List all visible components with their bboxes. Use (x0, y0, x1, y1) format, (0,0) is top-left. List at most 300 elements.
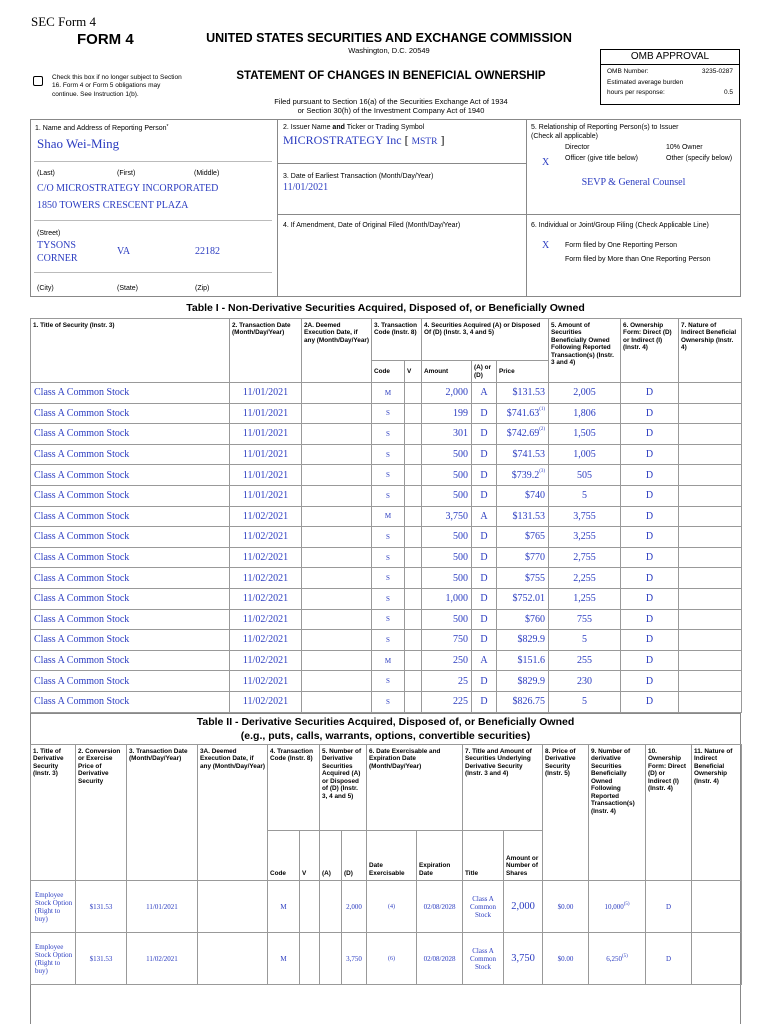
v-flag (405, 547, 422, 568)
t2-col-title: 1. Title of Derivative Security (Instr. 3) (31, 745, 76, 881)
price-value: $760 (525, 613, 546, 625)
disposed-amount: 3,750 (342, 933, 367, 985)
owned-value: 10,000 (604, 902, 624, 911)
nature-ownership (679, 671, 742, 692)
price-value: $151.6 (517, 655, 546, 667)
transaction-code: M (372, 650, 405, 671)
acquired-disposed: D (472, 588, 497, 609)
acquired-disposed: A (472, 650, 497, 671)
price-footnote: (3) (539, 468, 546, 474)
security-title: Class A Common Stock (31, 465, 230, 486)
amount-owned: 230 (549, 671, 621, 692)
ownership-form: D (621, 444, 679, 465)
nature-ownership (679, 506, 742, 527)
transaction-date: 11/01/2021 (230, 444, 302, 465)
nature-ownership (679, 547, 742, 568)
address-line-2: 1850 TOWERS CRESCENT PLAZA (37, 200, 189, 211)
security-title: Class A Common Stock (31, 568, 230, 589)
ten-percent-owner-label: 10% Owner (666, 144, 703, 151)
price-value: $741.53 (512, 449, 546, 461)
acquired-disposed: D (472, 403, 497, 424)
v-flag (405, 609, 422, 630)
t1-sub-v: V (405, 361, 422, 383)
ownership-form: D (621, 650, 679, 671)
nature-ownership (679, 609, 742, 630)
address-zip: 22182 (195, 246, 220, 257)
v-flag (405, 630, 422, 651)
table-row (31, 630, 742, 651)
deemed-date (302, 527, 372, 548)
nature-ownership (679, 465, 742, 486)
ownership-form: D (621, 630, 679, 651)
nature-ownership (692, 933, 742, 985)
amount-owned: 1,005 (549, 444, 621, 465)
acquired-disposed: A (472, 506, 497, 527)
transaction-date: 11/01/2021 (230, 403, 302, 424)
ticker-symbol: MSTR (411, 137, 438, 147)
security-title: Class A Common Stock (31, 650, 230, 671)
transaction-date: 11/02/2021 (230, 547, 302, 568)
transaction-code: S (372, 424, 405, 445)
ownership-form: D (621, 527, 679, 548)
amount: 2,000 (422, 383, 472, 404)
price (497, 444, 549, 465)
transaction-date: 11/02/2021 (230, 568, 302, 589)
transaction-date: 11/01/2021 (230, 485, 302, 506)
price-value: $826.75 (512, 696, 546, 708)
other-label: Other (specify below) (666, 155, 733, 162)
t2-sub-code: Code (268, 831, 300, 881)
t1-col-form: 6. Ownership Form: Direct (D) or Indirect (I) (Instr. 4) (621, 319, 679, 383)
price-footnote: (2) (539, 427, 546, 433)
security-title: Class A Common Stock (31, 527, 230, 548)
ownership-form: D (621, 588, 679, 609)
amount: 750 (422, 630, 472, 651)
t1-col-date: 2. Transaction Date (Month/Day/Year) (230, 319, 302, 383)
underlying-amount: 3,750 (504, 933, 543, 985)
acquired-disposed: D (472, 609, 497, 630)
expiration-date: 02/08/2028 (417, 933, 463, 985)
security-title: Class A Common Stock (31, 506, 230, 527)
box2-label: 2. Issuer Name and Ticker or Trading Symbol (283, 124, 425, 131)
deemed-date (302, 465, 372, 486)
transaction-date: 11/02/2021 (230, 527, 302, 548)
deemed-date (302, 506, 372, 527)
transaction-code: S (372, 485, 405, 506)
ownership-form: D (621, 506, 679, 527)
t2-sub-expiration: Expiration Date (417, 831, 463, 881)
amount: 1,000 (422, 588, 472, 609)
deemed-date (302, 630, 372, 651)
price-value: $742.69 (506, 428, 540, 440)
transaction-date: 11/02/2021 (230, 691, 302, 712)
derivative-price: $0.00 (543, 933, 589, 985)
price-value: $739.2 (511, 469, 540, 481)
no-longer-subject-checkbox[interactable] (33, 76, 43, 86)
derivative-table (30, 744, 742, 985)
date-exercisable: (4) (367, 881, 417, 933)
security-title: Class A Common Stock (31, 588, 230, 609)
amount-owned: 3,255 (549, 527, 621, 548)
v-flag (405, 424, 422, 445)
nature-ownership (679, 424, 742, 445)
t2-col-price: 8. Price of Derivative Security (Instr. 5) (543, 745, 589, 881)
amount-owned: 1,806 (549, 403, 621, 424)
last-label: (Last) (37, 170, 55, 177)
box4-label: 4. If Amendment, Date of Original Filed (Month/Day/Year) (283, 222, 461, 229)
table-row (31, 933, 742, 985)
nature-ownership (692, 881, 742, 933)
commission-city: Washington, D.C. 20549 (348, 46, 430, 55)
earliest-transaction-date: 11/01/2021 (283, 182, 329, 193)
t2-col-deemed: 3A. Deemed Execution Date, if any (Month/Day/Year) (198, 745, 268, 881)
table-row (31, 881, 742, 933)
price-value: $752.01 (512, 593, 546, 605)
expiration-date: 02/08/2028 (417, 881, 463, 933)
transaction-date: 11/02/2021 (230, 609, 302, 630)
acquired-disposed: D (472, 465, 497, 486)
amount-owned: 2,255 (549, 568, 621, 589)
amount: 500 (422, 568, 472, 589)
acquired-disposed: D (472, 424, 497, 445)
nature-ownership (679, 383, 742, 404)
price (497, 485, 549, 506)
filed-pursuant (190, 97, 592, 116)
one-person-check[interactable]: X (542, 240, 550, 251)
table-row (31, 527, 742, 548)
transaction-code: S (372, 691, 405, 712)
nature-ownership (679, 485, 742, 506)
deemed-date (302, 691, 372, 712)
v-flag (405, 444, 422, 465)
deemed-date (302, 671, 372, 692)
transaction-date: 11/02/2021 (127, 933, 198, 985)
omb-approval-box (600, 49, 740, 105)
security-title: Class A Common Stock (31, 403, 230, 424)
security-title: Class A Common Stock (31, 547, 230, 568)
t2-col-conversion: 2. Conversion or Exercise Price of Derivative Security (76, 745, 127, 881)
amount-owned (589, 881, 646, 933)
commission-title: UNITED STATES SECURITIES AND EXCHANGE COMMISSION (206, 31, 572, 45)
conversion-price: $131.53 (76, 933, 127, 985)
price (497, 424, 549, 445)
table-row (31, 650, 742, 671)
amount-owned: 1,255 (549, 588, 621, 609)
price-value: $131.53 (512, 387, 546, 399)
amount: 500 (422, 527, 472, 548)
table2-title-line2: (e.g., puts, calls, warrants, options, convertible securities) (240, 729, 531, 742)
price (497, 403, 549, 424)
ownership-form: D (621, 691, 679, 712)
price (497, 630, 549, 651)
amount-owned: 5 (549, 630, 621, 651)
derivative-title: Employee Stock Option (Right to buy) (31, 933, 76, 985)
ownership-form: D (646, 933, 692, 985)
price (497, 588, 549, 609)
box3-label: 3. Date of Earliest Transaction (Month/Day/Year) (283, 173, 434, 180)
t2-sub-date-exercisable: Date Exercisable (367, 831, 417, 881)
price-value: $829.9 (517, 675, 546, 687)
transaction-date: 11/02/2021 (230, 650, 302, 671)
ownership-form: D (621, 485, 679, 506)
nature-ownership (679, 630, 742, 651)
box6-label: 6. Individual or Joint/Group Filing (Check Applicable Line) (531, 222, 709, 229)
v-flag (405, 527, 422, 548)
deemed-date (302, 568, 372, 589)
security-title: Class A Common Stock (31, 609, 230, 630)
table-row (31, 383, 742, 404)
filed-line-2: or Section 30(h) of the Investment Company Act of 1940 (297, 106, 485, 116)
omb-number-label: OMB Number: (607, 68, 649, 75)
amount-owned: 3,755 (549, 506, 621, 527)
price (497, 506, 549, 527)
acquired-disposed: D (472, 630, 497, 651)
transaction-code: S (372, 444, 405, 465)
transaction-date: 11/01/2021 (230, 465, 302, 486)
amount: 301 (422, 424, 472, 445)
deemed-date (302, 588, 372, 609)
underlying-title: Class A Common Stock (463, 881, 504, 933)
acquired-disposed: D (472, 671, 497, 692)
omb-hours: 0.5 (723, 89, 733, 97)
amount-owned: 2,005 (549, 383, 621, 404)
nature-ownership (679, 527, 742, 548)
issuer-name: MICROSTRATEGY Inc [ MSTR ] (283, 133, 445, 147)
amount: 3,750 (422, 506, 472, 527)
amount-owned: 255 (549, 650, 621, 671)
form-title: FORM 4 (77, 31, 134, 48)
v-flag (405, 588, 422, 609)
amount: 500 (422, 444, 472, 465)
amount-owned: 505 (549, 465, 621, 486)
ownership-form: D (621, 424, 679, 445)
sec-form-label: SEC Form 4 (31, 14, 97, 29)
transaction-code: M (372, 506, 405, 527)
price-value: $765 (525, 531, 546, 543)
acquired-disposed: D (472, 691, 497, 712)
deemed-date (302, 650, 372, 671)
amount: 250 (422, 650, 472, 671)
transaction-date: 11/02/2021 (230, 630, 302, 651)
amount: 225 (422, 691, 472, 712)
ownership-form: D (621, 403, 679, 424)
deemed-date (302, 609, 372, 630)
t1-col-code: 3. Transaction Code (Instr. 8) (372, 319, 422, 361)
deemed-date (198, 933, 268, 985)
acquired-disposed: D (472, 547, 497, 568)
ownership-form: D (621, 568, 679, 589)
t1-sub-price: Price (497, 361, 549, 383)
owned-footnote: (5) (621, 953, 628, 959)
transaction-date: 11/02/2021 (230, 671, 302, 692)
omb-hours-label: hours per response: (607, 89, 665, 97)
table-row (31, 506, 742, 527)
price-value: $770 (525, 552, 546, 564)
transaction-code: S (372, 527, 405, 548)
price (497, 568, 549, 589)
amount: 500 (422, 547, 472, 568)
nature-ownership (679, 403, 742, 424)
omb-number: 3235-0287 (701, 68, 733, 75)
middle-label: (Middle) (194, 170, 220, 177)
amount-owned: 755 (549, 609, 621, 630)
price-value: $131.53 (512, 510, 546, 522)
table-row (31, 588, 742, 609)
t1-sub-ad: (A) or (D) (472, 361, 497, 383)
v-flag (405, 671, 422, 692)
transaction-code: S (372, 465, 405, 486)
acquired-disposed: D (472, 527, 497, 548)
box1-label: 1. Name and Address of Reporting Person* (35, 124, 169, 132)
filed-line-1: Filed pursuant to Section 16(a) of the Securities Exchange Act of 1934 (274, 97, 508, 106)
v-flag (405, 568, 422, 589)
transaction-code: S (372, 588, 405, 609)
table1-title: Table I - Non-Derivative Securities Acquired, Disposed of, or Beneficially Owned (186, 302, 585, 314)
address-state: VA (117, 246, 131, 257)
deemed-date (302, 403, 372, 424)
t2-sub-v: V (300, 831, 320, 881)
t2-col-exercisable: 6. Date Exercisable and Expiration Date (Month/Day/Year) (367, 745, 463, 831)
state-label: (State) (117, 285, 139, 292)
statement-title: STATEMENT OF CHANGES IN BENEFICIAL OWNERSHIP (236, 70, 546, 82)
table-row (31, 444, 742, 465)
t1-col-nature: 7. Nature of Indirect Beneficial Ownership (Instr. 4) (679, 319, 742, 383)
underlying-title: Class A Common Stock (463, 933, 504, 985)
price (497, 609, 549, 630)
transaction-code: M (372, 383, 405, 404)
acquired-amount (320, 933, 342, 985)
address-line-1: C/O MICROSTRATEGY INCORPORATED (37, 183, 219, 194)
zip-label: (Zip) (195, 285, 210, 292)
acquired-amount (320, 881, 342, 933)
t2-sub-d: (D) (342, 831, 367, 881)
price-footnote: (1) (539, 406, 546, 412)
table-row (31, 424, 742, 445)
price-value: $755 (525, 572, 546, 584)
v-flag (405, 506, 422, 527)
ownership-form: D (621, 547, 679, 568)
t1-col-owned: 5. Amount of Securities Beneficially Owned Following Reported Transaction(s) (Instr. 3 and 4) (549, 319, 621, 383)
amount-owned: 5 (549, 485, 621, 506)
one-person-label: Form filed by One Reporting Person (565, 242, 678, 249)
t1-sub-code: Code (372, 361, 405, 383)
deemed-date (302, 424, 372, 445)
price (497, 547, 549, 568)
security-title: Class A Common Stock (31, 383, 230, 404)
transaction-date: 11/02/2021 (230, 588, 302, 609)
security-title: Class A Common Stock (31, 630, 230, 651)
date-exercisable: (6) (367, 933, 417, 985)
price (497, 691, 549, 712)
checkbox-instruction: Check this box if no longer subject to Section 16. Form 4 or Form 5 obligations may continue. See Instruction 1(b). (52, 74, 182, 98)
ownership-form: D (646, 881, 692, 933)
deemed-date (198, 881, 268, 933)
security-title: Class A Common Stock (31, 485, 230, 506)
table-row (31, 403, 742, 424)
price (497, 465, 549, 486)
amount: 500 (422, 609, 472, 630)
ownership-form: D (621, 671, 679, 692)
t2-sub-title: Title (463, 831, 504, 881)
t2-col-code: 4. Transaction Code (Instr. 8) (268, 745, 320, 831)
table-row (31, 568, 742, 589)
table2-title-line1: Table II - Derivative Securities Acquired, Disposed of, or Beneficially Owned (196, 716, 575, 728)
transaction-code: S (372, 568, 405, 589)
amount-owned (589, 933, 646, 985)
first-label: (First) (117, 170, 136, 177)
t2-col-underlying: 7. Title and Amount of Securities Underlying Derivative Security (Instr. 3 and 4) (463, 745, 543, 831)
acquired-disposed: D (472, 444, 497, 465)
t1-sub-amount: Amount (422, 361, 472, 383)
officer-check[interactable]: X (542, 157, 550, 168)
v-flag (300, 933, 320, 985)
v-flag (405, 650, 422, 671)
price (497, 383, 549, 404)
t1-col-title: 1. Title of Security (Instr. 3) (31, 319, 230, 383)
amount: 199 (422, 403, 472, 424)
ownership-form: D (621, 383, 679, 404)
acquired-disposed: A (472, 383, 497, 404)
omb-burden: Estimated average burden (607, 78, 684, 86)
price-value: $740 (525, 490, 546, 502)
omb-approval-title: OMB APPROVAL (601, 50, 739, 65)
transaction-code: S (372, 630, 405, 651)
security-title: Class A Common Stock (31, 424, 230, 445)
v-flag (405, 485, 422, 506)
t2-col-form: 10. Ownership Form: Direct (D) or Indirect (I) (Instr. 4) (646, 745, 692, 881)
acquired-disposed: D (472, 485, 497, 506)
table2-title (30, 716, 741, 743)
derivative-price: $0.00 (543, 881, 589, 933)
address-city: TYSONS CORNER (37, 240, 78, 264)
table-row (31, 671, 742, 692)
transaction-date: 11/01/2021 (127, 881, 198, 933)
transaction-date: 11/01/2021 (230, 383, 302, 404)
v-flag (405, 691, 422, 712)
v-flag (300, 881, 320, 933)
amount-owned: 1,505 (549, 424, 621, 445)
table-row (31, 547, 742, 568)
nature-ownership (679, 691, 742, 712)
transaction-code: M (268, 933, 300, 985)
t2-col-number: 5. Number of Derivative Securities Acquired (A) or Disposed of (D) (Instr. 3, 4 and 5) (320, 745, 367, 831)
v-flag (405, 403, 422, 424)
nature-ownership (679, 650, 742, 671)
transaction-code: M (268, 881, 300, 933)
amount-owned: 5 (549, 691, 621, 712)
ownership-form: D (621, 465, 679, 486)
transaction-code: S (372, 609, 405, 630)
transaction-code: S (372, 403, 405, 424)
deemed-date (302, 547, 372, 568)
nature-ownership (679, 568, 742, 589)
price (497, 527, 549, 548)
owned-value: 6,250 (606, 954, 622, 963)
transaction-code: S (372, 671, 405, 692)
security-title: Class A Common Stock (31, 691, 230, 712)
amount-owned: 2,755 (549, 547, 621, 568)
transaction-date: 11/02/2021 (230, 506, 302, 527)
officer-label: Officer (give title below) (565, 155, 639, 162)
v-flag (405, 383, 422, 404)
reporting-person-name: Shao Wei-Ming (37, 136, 120, 151)
deemed-date (302, 444, 372, 465)
derivative-title: Employee Stock Option (Right to buy) (31, 881, 76, 933)
box5-label: 5. Relationship of Reporting Person(s) to Issuer (Check all applicable) (531, 124, 679, 140)
amount: 500 (422, 465, 472, 486)
non-derivative-table (30, 318, 742, 713)
table-row (31, 485, 742, 506)
